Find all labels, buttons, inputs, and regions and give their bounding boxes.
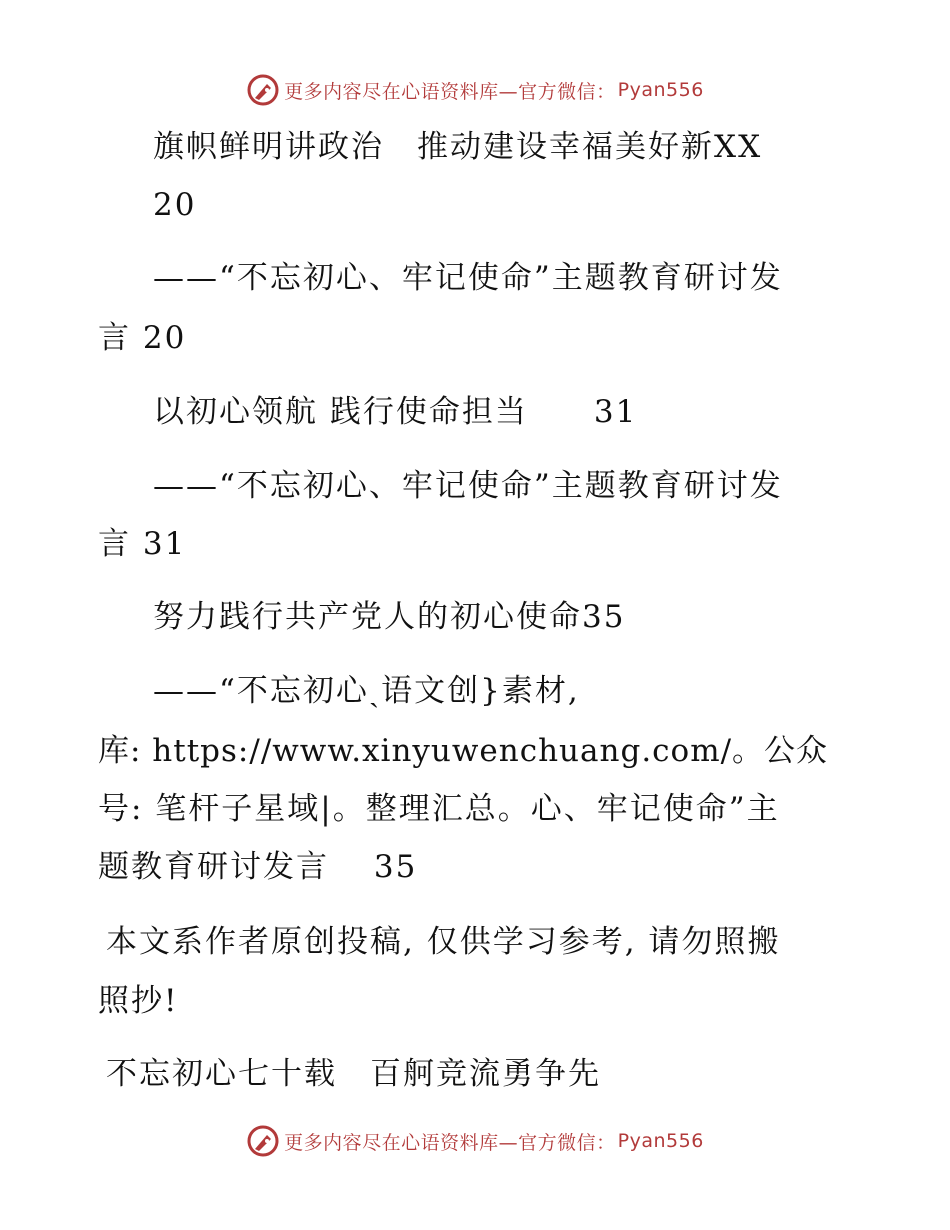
toc-line: 努力践行共产党人的初心使命35	[153, 599, 626, 635]
toc-line: 20	[153, 187, 197, 223]
banner-text: 更多内容尽在心语资料库—官方微信：	[284, 1131, 616, 1154]
banner-text: 更多内容尽在心语资料库—官方微信：	[284, 80, 616, 103]
toc-line: ——“不忘初心ˎ语文创}素材,	[153, 673, 580, 709]
notice-line: 照抄!	[98, 983, 179, 1019]
toc-line: 言 20	[98, 320, 187, 356]
toc-line: 库: https://www.xinyuwenchuang.com/。公众	[98, 733, 829, 769]
footer-watermark-banner	[0, 1121, 950, 1161]
toc-line: ——“不忘初心、牢记使命”主题教育研讨发	[153, 468, 783, 504]
toc-line: 以初心领航 践行使命担当 31	[153, 394, 638, 430]
notice-line: 本文系作者原创投稿, 仅供学习参考, 请勿照搬	[106, 924, 781, 960]
banner-wechat-id: Pyan556	[617, 1130, 704, 1152]
section-title: 不忘初心七十载 百舸竞流勇争先	[106, 1056, 601, 1092]
toc-line: 旗帜鲜明讲政治 推动建设幸福美好新XX	[153, 129, 763, 165]
toc-line: 题教育研讨发言 35	[98, 849, 418, 885]
toc-line: 言 31	[98, 526, 187, 562]
pen-nib-logo-icon	[246, 1124, 280, 1158]
toc-line: 号: 笔杆子星域|。整理汇总。心、牢记使命”主	[98, 791, 780, 827]
banner-wechat-id: Pyan556	[617, 79, 704, 101]
pen-nib-logo-icon	[246, 73, 280, 107]
header-watermark-banner	[0, 70, 950, 110]
toc-line: ——“不忘初心、牢记使命”主题教育研讨发	[153, 260, 783, 296]
